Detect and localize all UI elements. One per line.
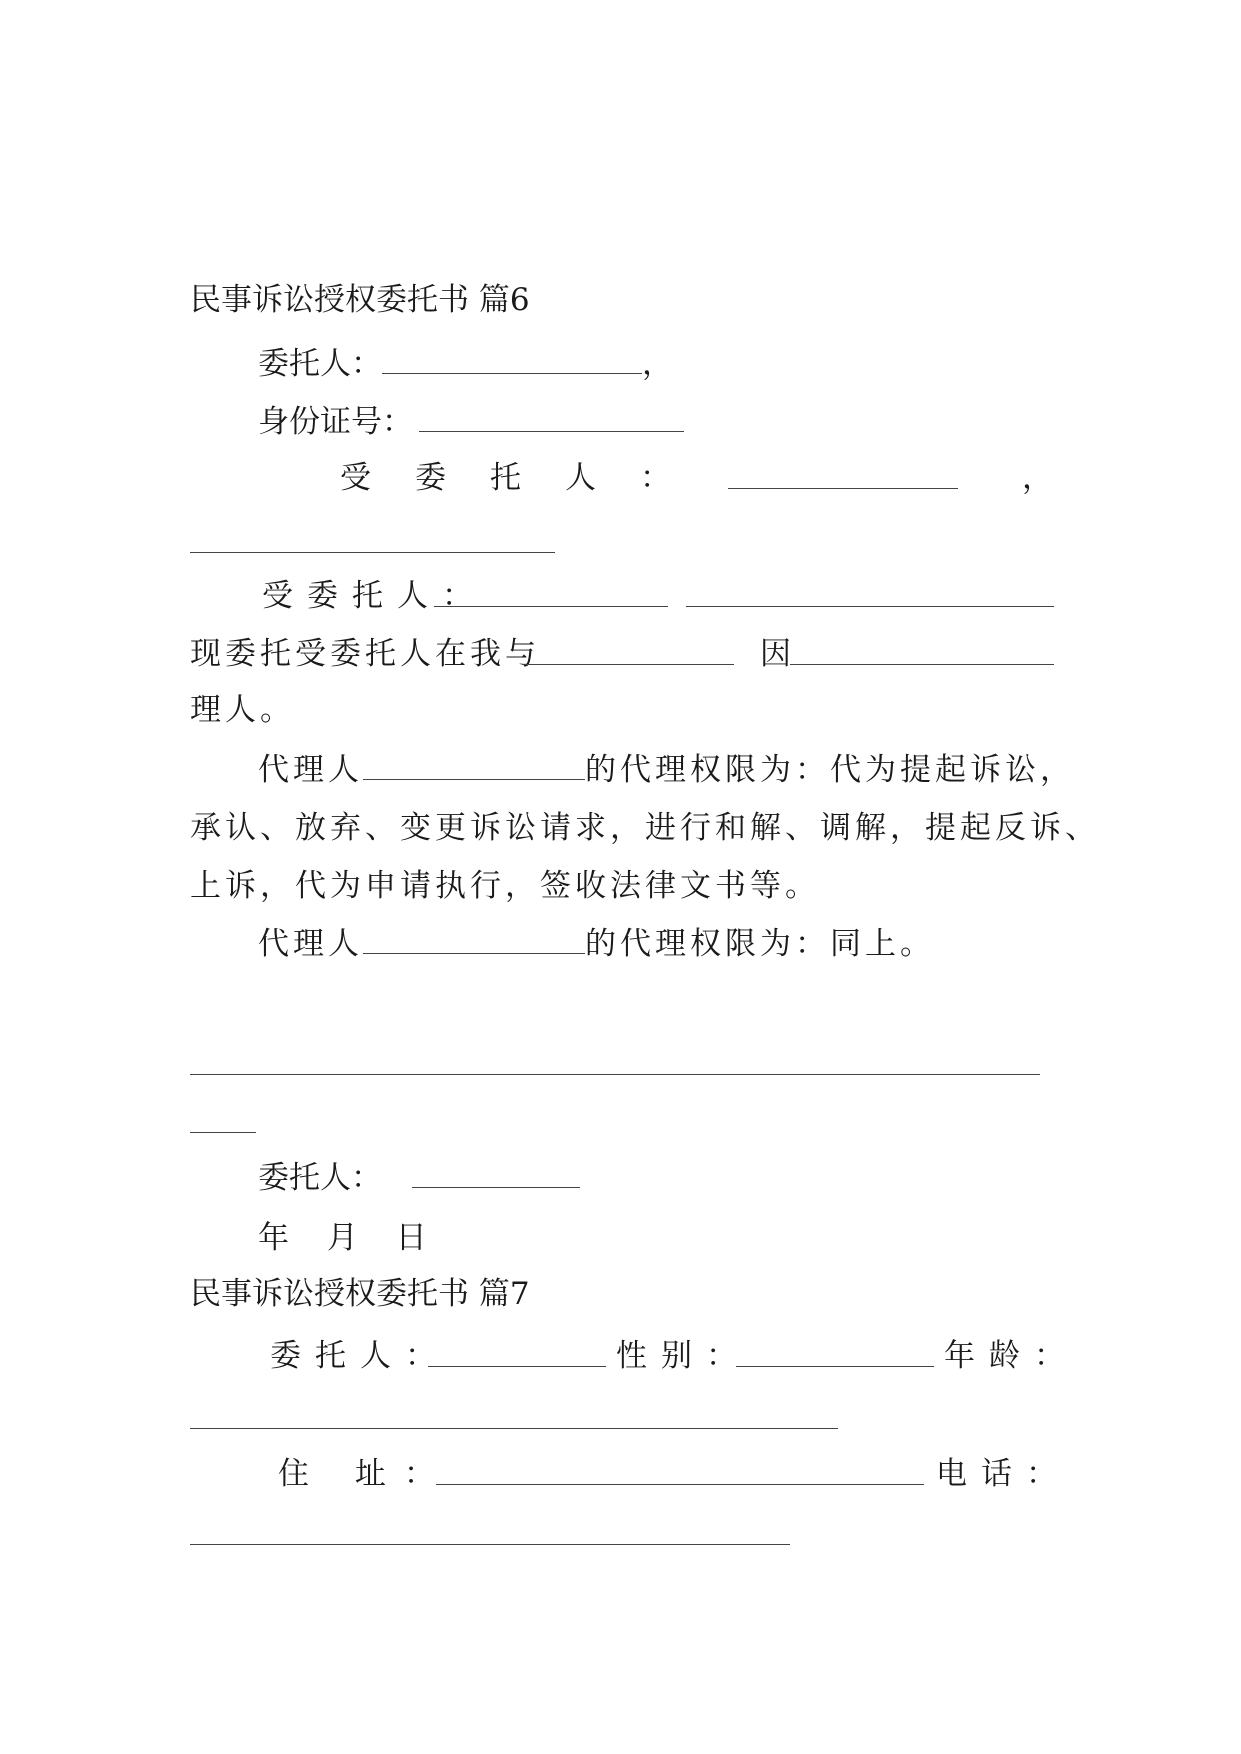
agent2-prefix: 代理人: [258, 926, 363, 962]
sign-label: 委托人：: [258, 1160, 382, 1196]
sign-blank[interactable]: [412, 1161, 580, 1188]
entrust-text: 现委托受委托人在我与: [190, 636, 540, 672]
s7-principal-label: 委托人：: [270, 1338, 450, 1374]
long-blank[interactable]: [190, 1074, 1040, 1075]
phone-label: 电话：: [936, 1456, 1071, 1492]
because-text: 因: [760, 636, 791, 672]
agent1-prefix: 代理人: [258, 752, 363, 788]
sign-line: [258, 1158, 580, 1198]
entrust-line: [190, 634, 540, 674]
agent2-suffix: 的代理权限为：同上。: [585, 926, 935, 962]
gender-label: 性别：: [616, 1338, 751, 1374]
section6-title: 民事诉讼授权委托书 篇6: [190, 282, 530, 318]
principal-label: 委托人：: [258, 346, 382, 382]
agent-blank[interactable]: [728, 488, 958, 489]
age-label: 年龄：: [944, 1338, 1079, 1374]
id-blank[interactable]: [419, 405, 684, 432]
comma-2: ，: [1022, 460, 1053, 496]
s7-principal-blank[interactable]: [428, 1366, 606, 1367]
agent1-blank[interactable]: [363, 753, 585, 780]
address-label: 住 址：: [278, 1456, 453, 1492]
opponent-blank[interactable]: [522, 664, 734, 665]
principal-line: [258, 344, 673, 384]
comma: ，: [642, 346, 673, 382]
section7-title: 民事诉讼授权委托书 篇7: [190, 1276, 530, 1312]
long-blank-continuation[interactable]: [190, 1132, 256, 1133]
agent2-blank-b[interactable]: [686, 606, 1054, 607]
agent2-blank-a[interactable]: [434, 606, 668, 607]
id-label: 身份证号：: [258, 404, 413, 440]
agent2-line: [258, 924, 935, 964]
agent2-blank[interactable]: [363, 927, 585, 954]
phone-blank[interactable]: [190, 1544, 790, 1545]
agent1-line: [258, 750, 1075, 790]
agent1-suffix: 的代理权限为：代为提起诉讼，: [585, 752, 1075, 788]
agent-label-spaced: 受委托人：: [340, 460, 715, 496]
principal-blank[interactable]: [382, 347, 642, 374]
gender-blank[interactable]: [736, 1366, 934, 1367]
date-line: 年 月 日: [258, 1220, 441, 1256]
agent-tail: 理人。: [190, 692, 295, 728]
powers-line-2: 承认、放弃、变更诉讼请求，进行和解、调解，提起反诉、: [190, 810, 1100, 846]
cause-blank[interactable]: [790, 664, 1054, 665]
agent-label-2: 受委托人：: [262, 578, 487, 614]
agent-continuation-blank[interactable]: [190, 552, 555, 553]
address-blank[interactable]: [436, 1484, 924, 1485]
id-line: [258, 402, 684, 442]
powers-line-3: 上诉，代为申请执行，签收法律文书等。: [190, 868, 820, 904]
age-blank[interactable]: [190, 1428, 838, 1429]
